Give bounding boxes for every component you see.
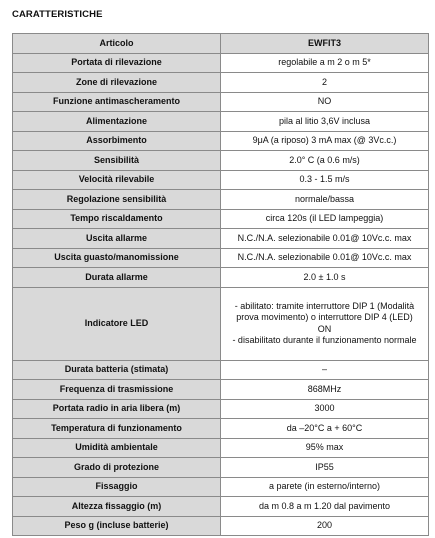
row-label: Tempo riscaldamento [13, 209, 221, 229]
row-value: da –20°C a + 60°C [221, 419, 429, 439]
row-label: Assorbimento [13, 131, 221, 151]
table-row [13, 170, 429, 190]
value-line: - disabilitato durante il funzionamento normale [232, 335, 417, 345]
row-value: N.C./N.A. selezionabile 0.01@ 10Vc.c. max [221, 248, 429, 268]
row-value: 0.3 - 1.5 m/s [221, 170, 429, 190]
table-row [13, 53, 429, 73]
value-line: - abilitato: tramite interruttore DIP 1 (Modalità [234, 300, 415, 311]
row-value: circa 120s (il LED lampeggia) [221, 209, 429, 229]
row-value: a parete (in esterno/interno) [221, 477, 429, 497]
row-label: Fissaggio [13, 477, 221, 497]
row-value: 2 [221, 73, 429, 93]
table-row [13, 92, 429, 112]
row-value: – [221, 360, 429, 380]
table-header-row [13, 34, 429, 54]
row-label: Funzione antimascheramento [13, 92, 221, 112]
row-value: 2.0° C (a 0.6 m/s) [221, 151, 429, 171]
table-row [13, 516, 429, 536]
row-value: 3000 [221, 399, 429, 419]
row-value: normale/bassa [221, 190, 429, 210]
row-value: da m 0.8 a m 1.20 dal pavimento [221, 497, 429, 517]
table-row [13, 229, 429, 249]
row-label: Alimentazione [13, 112, 221, 132]
row-value: 200 [221, 516, 429, 536]
table-row [13, 112, 429, 132]
table-row [13, 190, 429, 210]
row-value-multiline [221, 287, 429, 360]
row-label: Peso g (incluse batterie) [13, 516, 221, 536]
section-title: CARATTERISTICHE [12, 9, 103, 20]
table-row [13, 151, 429, 171]
row-label: Temperatura di funzionamento [13, 419, 221, 439]
row-value: 95% max [221, 438, 429, 458]
table-row [13, 438, 429, 458]
row-label: Grado di protezione [13, 458, 221, 478]
row-label: Portata radio in aria libera (m) [13, 399, 221, 419]
header-model: EWFIT3 [221, 34, 429, 54]
row-label: Uscita guasto/manomissione [13, 248, 221, 268]
value-line: prova movimento) o interruttore DIP 4 (LED) [236, 312, 413, 322]
table-row [13, 419, 429, 439]
row-label: Durata allarme [13, 268, 221, 288]
table-row [13, 209, 429, 229]
table-row [13, 477, 429, 497]
header-articolo: Articolo [13, 34, 221, 54]
row-label: Portata di rilevazione [13, 53, 221, 73]
row-value: 2.0 ± 1.0 s [221, 268, 429, 288]
row-value: pila al litio 3,6V inclusa [221, 112, 429, 132]
row-value: IP55 [221, 458, 429, 478]
row-value: NO [221, 92, 429, 112]
row-label: Indicatore LED [13, 287, 221, 360]
row-value: regolabile a m 2 o m 5* [221, 53, 429, 73]
row-value: 868MHz [221, 380, 429, 400]
row-label: Altezza fissaggio (m) [13, 497, 221, 517]
row-label: Frequenza di trasmissione [13, 380, 221, 400]
table-row [13, 73, 429, 93]
row-label: Sensibilità [13, 151, 221, 171]
table-row [13, 248, 429, 268]
row-value: 9μA (a riposo) 3 mA max (@ 3Vc.c.) [221, 131, 429, 151]
row-label: Durata batteria (stimata) [13, 360, 221, 380]
row-label: Zone di rilevazione [13, 73, 221, 93]
value-line: ON [317, 323, 332, 334]
table-row [13, 287, 429, 360]
table-row [13, 380, 429, 400]
table-row [13, 458, 429, 478]
specifications-table [12, 33, 429, 536]
row-label: Uscita allarme [13, 229, 221, 249]
table-row [13, 131, 429, 151]
row-label: Umidità ambientale [13, 438, 221, 458]
table-row [13, 268, 429, 288]
row-label: Regolazione sensibilità [13, 190, 221, 210]
table-row [13, 497, 429, 517]
row-label: Velocità rilevabile [13, 170, 221, 190]
table-row [13, 399, 429, 419]
table-row [13, 360, 429, 380]
row-value: N.C./N.A. selezionabile 0.01@ 10Vc.c. max [221, 229, 429, 249]
